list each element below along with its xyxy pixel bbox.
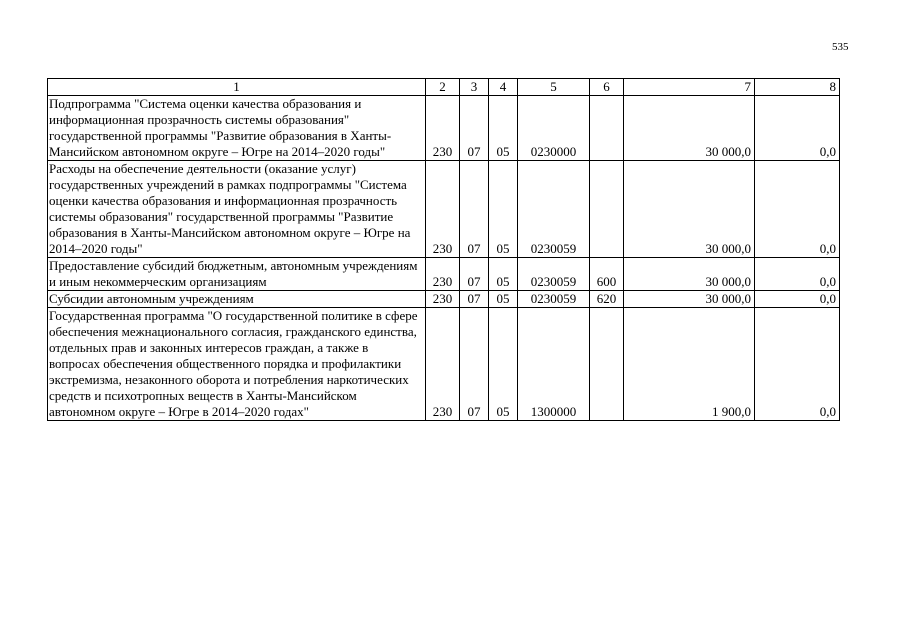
cell-col-4: 05 (489, 308, 518, 421)
cell-col-3: 07 (460, 161, 489, 258)
cell-col-7: 30 000,0 (624, 161, 755, 258)
header-col-2: 2 (426, 79, 460, 96)
cell-col-4: 05 (489, 96, 518, 161)
table-row (48, 308, 840, 421)
cell-col-3: 07 (460, 96, 489, 161)
cell-col-3: 07 (460, 291, 489, 308)
cell-col-6: 600 (590, 258, 624, 291)
budget-table (47, 78, 840, 421)
cell-col-7: 30 000,0 (624, 96, 755, 161)
table-row (48, 96, 840, 161)
cell-col-2: 230 (426, 161, 460, 258)
row-description: Подпрограмма "Система оценки качества образования и информационная прозрачность системы образования" государственной программы "Развитие образования в Ханты-Мансийском автономном округе – Югре на 2014–2020 годы" (48, 96, 426, 161)
cell-col-5: 0230059 (518, 161, 590, 258)
cell-col-5: 0230059 (518, 258, 590, 291)
row-description: Субсидии автономным учреждениям (48, 291, 426, 308)
cell-col-8: 0,0 (755, 96, 840, 161)
cell-col-7: 30 000,0 (624, 258, 755, 291)
cell-col-2: 230 (426, 308, 460, 421)
cell-col-4: 05 (489, 258, 518, 291)
header-col-5: 5 (518, 79, 590, 96)
header-col-1: 1 (48, 79, 426, 96)
cell-col-7: 1 900,0 (624, 308, 755, 421)
cell-col-4: 05 (489, 161, 518, 258)
cell-col-6 (590, 96, 624, 161)
cell-col-6 (590, 308, 624, 421)
table-row (48, 258, 840, 291)
table-row (48, 291, 840, 308)
row-description: Расходы на обеспечение деятельности (оказание услуг) государственных учреждений в рамках подпрограммы "Система оценки качества образования и информационная прозрачность системы образования" государственной программы "Развитие образования в Ханты-Мансийском автономном округе – Югре на 2014–2020 годы" (48, 161, 426, 258)
cell-col-2: 230 (426, 96, 460, 161)
cell-col-8: 0,0 (755, 161, 840, 258)
cell-col-5: 1300000 (518, 308, 590, 421)
cell-col-7: 30 000,0 (624, 291, 755, 308)
cell-col-8: 0,0 (755, 258, 840, 291)
cell-col-3: 07 (460, 258, 489, 291)
cell-col-4: 05 (489, 291, 518, 308)
cell-col-8: 0,0 (755, 291, 840, 308)
cell-col-2: 230 (426, 291, 460, 308)
cell-col-8: 0,0 (755, 308, 840, 421)
table-row (48, 161, 840, 258)
header-col-8: 8 (755, 79, 840, 96)
header-col-3: 3 (460, 79, 489, 96)
header-col-7: 7 (624, 79, 755, 96)
header-row (48, 79, 840, 96)
header-col-4: 4 (489, 79, 518, 96)
cell-col-5: 0230000 (518, 96, 590, 161)
page-number: 535 (832, 41, 849, 53)
cell-col-6 (590, 161, 624, 258)
header-col-6: 6 (590, 79, 624, 96)
row-description: Государственная программа "О государственной политике в сфере обеспечения межнационального согласия, гражданского единства, отдельных прав и законных интересов граждан, а также в вопросах обеспечения общественного порядка и профилактики экстремизма, незаконного оборота и потребления наркотических средств и психотропных веществ в Ханты-Мансийском автономном округе – Югре в 2014–2020 годах" (48, 308, 426, 421)
cell-col-5: 0230059 (518, 291, 590, 308)
row-description: Предоставление субсидий бюджетным, автономным учреждениям и иным некоммерческим организациям (48, 258, 426, 291)
cell-col-6: 620 (590, 291, 624, 308)
cell-col-3: 07 (460, 308, 489, 421)
cell-col-2: 230 (426, 258, 460, 291)
